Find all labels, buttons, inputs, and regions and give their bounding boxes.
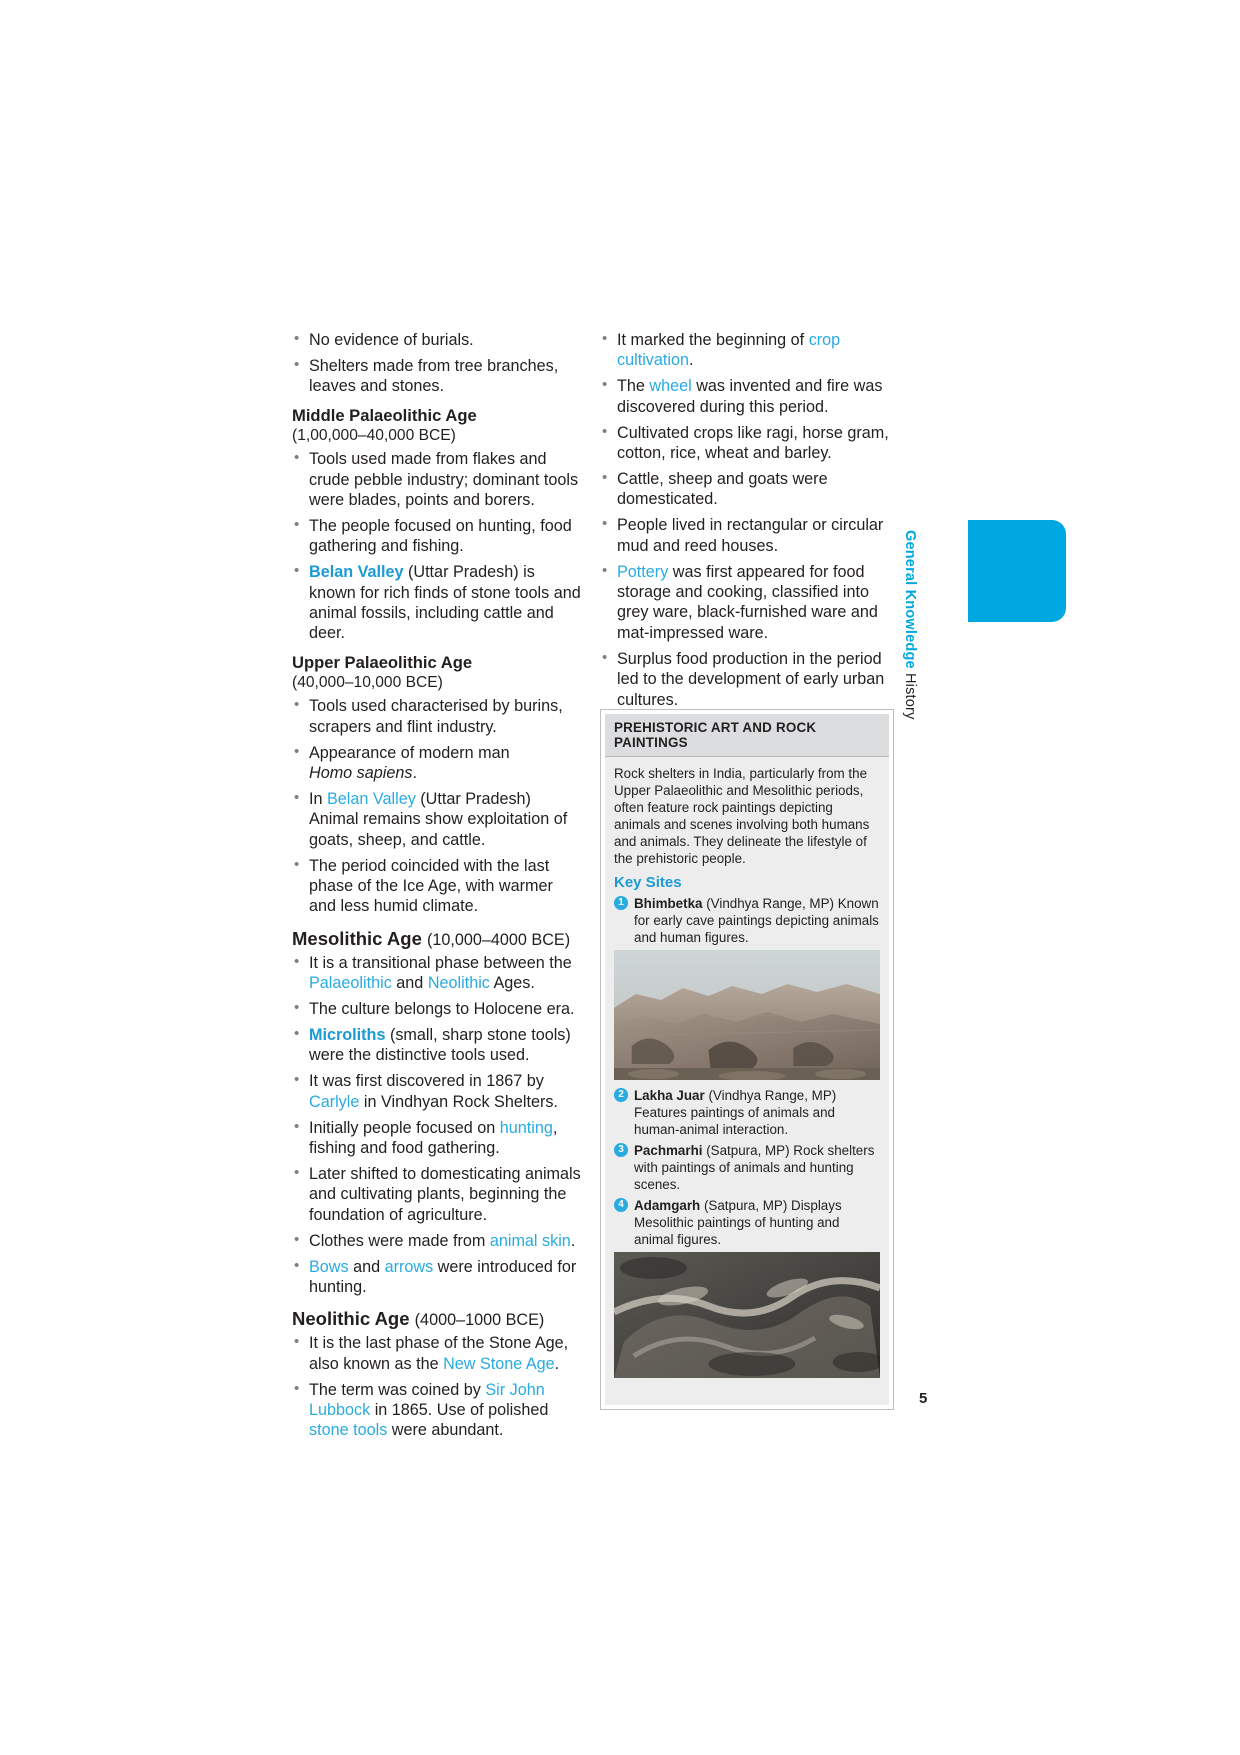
list-item — [292, 856, 584, 917]
photo-rock-painting-graphic — [614, 1252, 880, 1378]
site-entry-pachmarhi — [614, 1142, 880, 1193]
list-item-text-2: . — [570, 1231, 576, 1250]
term-bows: Bows — [309, 1257, 349, 1276]
feature-box-inner — [605, 714, 889, 1405]
list-item-text: Tools used characterised by burins, scrapers and flint industry. — [309, 697, 563, 736]
list-item — [292, 356, 584, 397]
page-number: 5 — [919, 1390, 928, 1407]
list-item-text-3: were abundant. — [387, 1421, 504, 1440]
term-belan-valley-link: Belan Valley — [327, 789, 416, 808]
site-detail: (Vindhya Range, MP) Features paintings of animals and human-animal interaction. — [634, 1088, 837, 1137]
site-detail: (Satpura, MP) Displays Mesolithic paintings of hunting and animal figures. — [634, 1198, 842, 1247]
term-belan-valley: Belan Valley — [309, 563, 404, 582]
list-item-text: (small, sharp stone tools) were the distinctive tools used. — [309, 1025, 571, 1065]
number-badge-1: 1 — [614, 896, 628, 910]
list-item — [292, 1071, 584, 1112]
feature-box — [600, 709, 894, 1410]
term-new-stone-age: New Stone Age — [443, 1354, 555, 1373]
list-item — [292, 1257, 584, 1298]
list-item-text: It marked the beginning of — [617, 331, 809, 349]
list-item-text: Cattle, sheep and goats were domesticated. — [617, 469, 828, 509]
term-sir-john-lubbock: Sir John Lubbock — [309, 1380, 545, 1420]
list-item — [600, 649, 892, 710]
list-item — [292, 743, 584, 784]
term-crop-cultivation: crop cultivation — [617, 331, 841, 370]
list-item-text: No evidence of burials. — [309, 331, 474, 349]
list-item-text: Shelters made from tree branches, leaves and stones. — [309, 356, 559, 396]
list-item — [292, 1164, 584, 1225]
list-item-text: It was first discovered in 1867 by — [309, 1072, 544, 1091]
list-item-text: The — [617, 377, 650, 396]
site-name: Lakha Juar — [634, 1088, 705, 1103]
feature-intro: Rock shelters in India, particularly from the Upper Palaeolithic and Mesolithic periods, often feature rock paintings depicting animals and scenes involving both humans and animals. They delineate the lifestyle of the prehistoric people. — [614, 766, 870, 866]
list-item-text: The period coincided with the last phase of the Ice Age, with warmer and less humid climate. — [309, 856, 553, 916]
list-item-text-2: in 1865. Use of polished — [370, 1401, 549, 1420]
list-item-text: were introduced for hunting. — [309, 1257, 577, 1296]
term-animal-skin: animal skin — [489, 1231, 571, 1250]
number-badge-4: 4 — [614, 1198, 628, 1212]
list-item-text: (Uttar Pradesh) is known for rich finds of stone tools and animal fossils, including cattle and deer. — [309, 563, 581, 643]
term-wheel: wheel — [649, 377, 692, 396]
left-top-list — [292, 330, 584, 397]
site-name: Bhimbetka — [634, 896, 703, 911]
years-upper-palaeolithic: (40,000–10,000 BCE) — [292, 673, 443, 691]
feature-box-body — [605, 757, 889, 1393]
site-entry-bhimbetka — [614, 895, 880, 946]
list-item-text: Initially people focused on — [309, 1118, 500, 1137]
list-item-text: In — [309, 789, 327, 808]
list-item-text-2: . — [688, 351, 694, 370]
list-item-text: The term was coined by — [309, 1380, 486, 1399]
site-name: Adamgarh — [634, 1198, 701, 1213]
right-column — [600, 330, 892, 715]
term-homo-sapiens: Homo sapiens — [309, 763, 413, 782]
list-item-text: Clothes were made from — [309, 1231, 490, 1250]
term-neolithic: Neolithic — [427, 974, 490, 993]
list-item — [600, 469, 892, 510]
upper-palaeolithic-list — [292, 696, 584, 917]
heading-neolithic-text: Neolithic Age — [292, 1308, 410, 1330]
middle-palaeolithic-list — [292, 449, 584, 644]
list-item — [600, 423, 892, 464]
decorative-blue-block — [968, 520, 1066, 622]
conj: and — [391, 974, 428, 993]
number-badge-3: 3 — [614, 1143, 628, 1157]
photo-bhimbetka-rock-shelter — [614, 950, 880, 1080]
conj: and — [348, 1257, 385, 1276]
list-item-text: Appearance of modern man — [309, 743, 510, 762]
term-palaeolithic: Palaeolithic — [309, 974, 392, 993]
term-microliths: Microliths — [309, 1025, 386, 1044]
list-item — [600, 515, 892, 556]
photo-bhimbetka-graphic — [614, 950, 880, 1080]
list-item — [292, 999, 584, 1019]
term-arrows: arrows — [384, 1257, 434, 1276]
list-item-text: Cultivated crops like ragi, horse gram, cotton, rice, wheat and barley. — [617, 423, 889, 463]
list-item — [600, 376, 892, 417]
list-item — [292, 1333, 584, 1374]
list-item — [600, 562, 892, 644]
list-item — [292, 330, 584, 350]
list-item-text-2: . — [554, 1354, 560, 1373]
list-item-text-2: Ages. — [489, 974, 535, 993]
heading-mesolithic-text: Mesolithic Age — [292, 927, 422, 949]
list-item-text: It is a transitional phase between the — [309, 953, 572, 972]
list-item-text: It is the last phase of the Stone Age, also known as the — [309, 1334, 569, 1373]
list-item — [292, 449, 584, 510]
years-middle-palaeolithic: (1,00,000–40,000 BCE) — [292, 426, 456, 444]
site-name: Pachmarhi — [634, 1143, 703, 1158]
number-badge-2: 2 — [614, 1088, 628, 1102]
list-item — [600, 330, 892, 371]
list-item-text: People lived in rectangular or circular mud and reed houses. — [617, 516, 884, 555]
list-item — [292, 696, 584, 737]
list-item — [292, 789, 584, 850]
heading-mesolithic — [292, 928, 584, 951]
mesolithic-list — [292, 953, 584, 1298]
list-item — [292, 1025, 584, 1066]
list-item — [292, 1231, 584, 1251]
list-item-text-2: was invented and fire was discovered during this period. — [617, 377, 883, 416]
left-column — [292, 330, 584, 1446]
list-item-text: Surplus food production in the period led to the development of early urban cultures. — [617, 649, 885, 709]
heading-neolithic-years: (4000–1000 BCE) — [414, 1311, 545, 1330]
site-detail: (Satpura, MP) Rock shelters with paintings of animals and hunting scenes. — [634, 1143, 875, 1192]
list-item-text: was first appeared for food storage and cooking, classified into grey ware, black-furnished ware and mat-impressed ware. — [617, 562, 878, 642]
list-item-text-2: (Uttar Pradesh) Animal remains show exploitation of goats, sheep, and cattle. — [309, 789, 568, 849]
list-item-text: The culture belongs to Holocene era. — [309, 1000, 575, 1019]
key-sites-label: Key Sites — [614, 874, 682, 891]
list-item-text: Later shifted to domesticating animals and cultivating plants, beginning the foundation of agriculture. — [309, 1164, 581, 1224]
list-item — [292, 562, 584, 644]
list-item-text: Tools used made from flakes and crude pebble industry; dominant tools were blades, points and borers. — [309, 450, 579, 509]
list-item-text-2: , fishing and food gathering. — [309, 1118, 558, 1157]
site-entry-adamgarh — [614, 1197, 880, 1248]
term-pottery: Pottery — [617, 562, 669, 581]
right-top-list — [600, 330, 892, 710]
heading-mesolithic-years: (10,000–4000 BCE) — [427, 930, 571, 949]
site-entry-lakha-juar — [614, 1087, 880, 1138]
list-item — [292, 1380, 584, 1441]
list-item-text: The people focused on hunting, food gathering and fishing. — [309, 516, 572, 556]
side-tab-subject: General Knowledge — [902, 530, 918, 669]
feature-box-title: PREHISTORIC ART AND ROCK PAINTINGS — [605, 714, 889, 757]
term-hunting: hunting — [499, 1118, 553, 1137]
period: . — [412, 763, 417, 782]
heading-upper-palaeolithic: Upper Palaeolithic Age — [292, 652, 473, 672]
list-item — [292, 1118, 584, 1159]
heading-neolithic — [292, 1308, 584, 1331]
site-detail: (Vindhya Range, MP) Known for early cave paintings depicting animals and human figures. — [634, 896, 879, 945]
list-item-text-2: in Vindhyan Rock Shelters. — [359, 1092, 558, 1111]
list-item — [292, 516, 584, 557]
side-tab-section: History — [902, 673, 918, 720]
neolithic-list — [292, 1333, 584, 1441]
term-stone-tools: stone tools — [309, 1421, 388, 1440]
photo-rock-painting — [614, 1252, 880, 1378]
list-item — [292, 953, 584, 994]
term-carlyle: Carlyle — [309, 1092, 360, 1111]
heading-middle-palaeolithic: Middle Palaeolithic Age — [292, 405, 477, 425]
